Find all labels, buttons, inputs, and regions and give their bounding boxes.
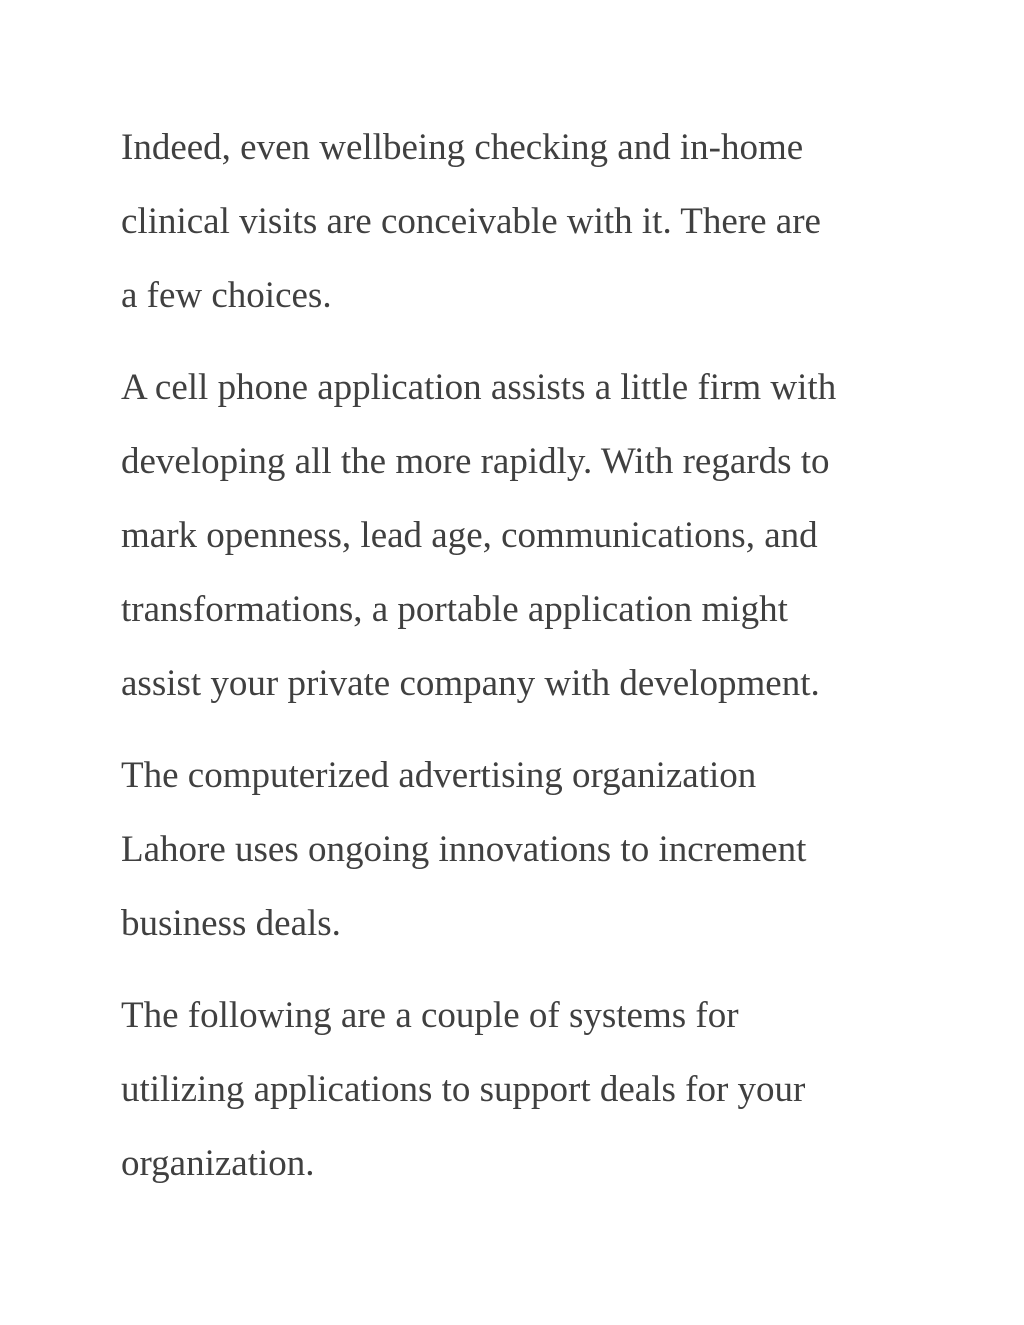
paragraph-3	[121, 739, 921, 961]
paragraph-line: clinical visits are conceivable with it. There are	[121, 201, 821, 242]
paragraph-line: transformations, a portable application might	[121, 589, 788, 630]
paragraph-line: assist your private company with development.	[121, 663, 820, 704]
paragraph-line: developing all the more rapidly. With regards to	[121, 441, 830, 482]
paragraph-line: a few choices.	[121, 275, 332, 316]
paragraph-line: The computerized advertising organization	[121, 755, 757, 796]
paragraph-line: business deals.	[121, 903, 341, 944]
body-text	[121, 111, 921, 1219]
paragraph-1	[121, 111, 921, 333]
paragraph-2	[121, 351, 921, 721]
paragraph-line: The following are a couple of systems for	[121, 995, 739, 1036]
paragraph-line: mark openness, lead age, communications, and	[121, 515, 818, 556]
paragraph-line: utilizing applications to support deals for your	[121, 1069, 806, 1110]
paragraph-4	[121, 979, 921, 1201]
paragraph-line: Indeed, even wellbeing checking and in-home	[121, 127, 804, 168]
paragraph-line: Lahore uses ongoing innovations to increment	[121, 829, 807, 870]
paragraph-line: organization.	[121, 1143, 315, 1184]
paragraph-line: A cell phone application assists a little firm with	[121, 367, 837, 408]
